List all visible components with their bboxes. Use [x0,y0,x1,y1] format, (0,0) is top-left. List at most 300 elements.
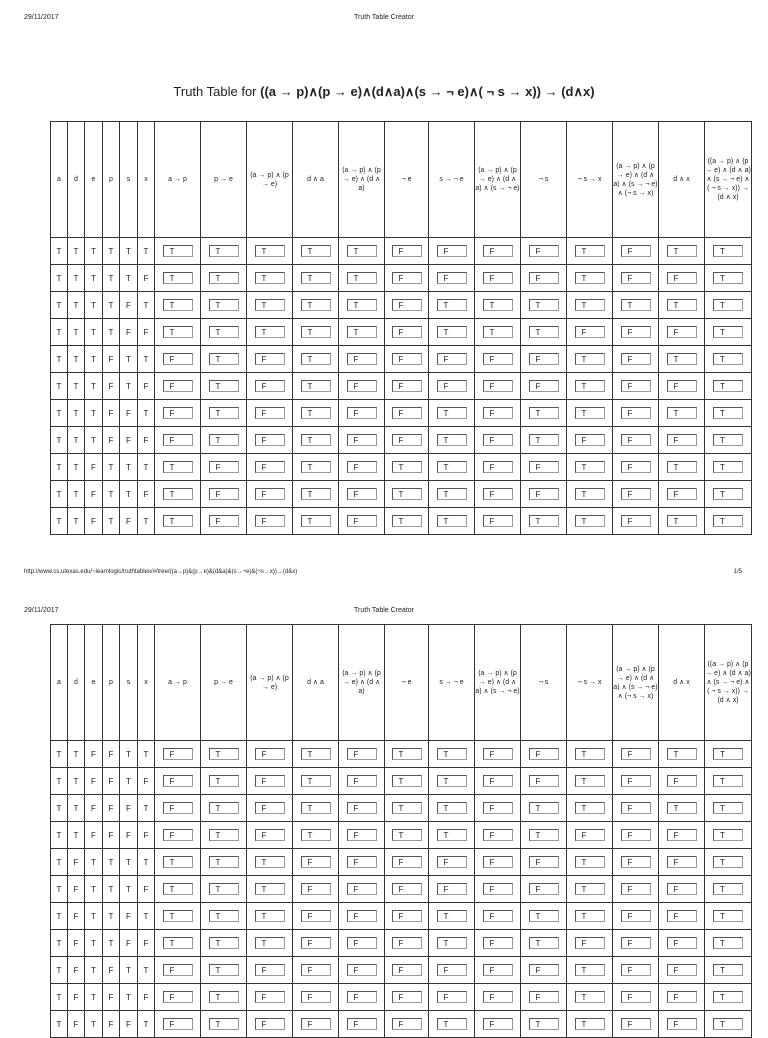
truth-value-input[interactable]: F [392,407,422,419]
truth-value-input[interactable]: T [667,353,697,365]
truth-value-input[interactable]: T [392,829,422,841]
truth-value-input[interactable]: F [209,461,239,473]
truth-value-input[interactable]: F [437,353,467,365]
truth-value-input[interactable]: T [529,299,559,311]
truth-value-input[interactable]: T [713,829,743,841]
truth-value-input[interactable]: F [163,434,193,446]
truth-value-input[interactable]: F [255,775,285,787]
truth-value-input[interactable]: T [437,829,467,841]
truth-value-input[interactable]: F [529,883,559,895]
truth-value-input[interactable]: T [163,856,193,868]
truth-value-input[interactable]: F [483,802,513,814]
truth-value-input[interactable]: T [575,964,605,976]
truth-value-input[interactable]: F [255,407,285,419]
truth-value-input[interactable]: T [529,326,559,338]
truth-value-input[interactable]: T [209,407,239,419]
truth-value-input[interactable]: F [483,883,513,895]
truth-value-input[interactable]: T [392,461,422,473]
truth-value-input[interactable]: F [483,272,513,284]
truth-value-input[interactable]: F [529,245,559,257]
truth-value-input[interactable]: F [437,856,467,868]
truth-value-input[interactable]: T [575,380,605,392]
truth-value-input[interactable]: F [392,856,422,868]
truth-value-input[interactable]: T [255,326,285,338]
value-cell [201,984,247,1011]
truth-value-input[interactable]: T [392,515,422,527]
truth-value-input[interactable]: T [209,326,239,338]
truth-value-input[interactable]: F [437,964,467,976]
truth-value-input[interactable]: T [437,515,467,527]
truth-value-input[interactable]: F [437,380,467,392]
truth-value-input[interactable]: F [163,1018,193,1030]
truth-value-input[interactable]: F [667,856,697,868]
truth-value-input[interactable]: F [347,461,377,473]
truth-value-input[interactable]: F [255,380,285,392]
truth-value-input[interactable]: F [347,775,377,787]
truth-value-input[interactable]: T [437,326,467,338]
value-cell [339,849,385,876]
truth-value-input[interactable]: T [437,802,467,814]
value-cell [155,930,201,957]
truth-value-input[interactable]: T [713,488,743,500]
truth-value-input[interactable]: T [575,991,605,1003]
truth-value-input[interactable]: F [667,910,697,922]
truth-value-input[interactable]: T [209,272,239,284]
truth-value-input[interactable]: F [347,353,377,365]
truth-value-input[interactable]: T [529,802,559,814]
truth-value-input[interactable]: T [575,407,605,419]
truth-value-input[interactable]: T [529,1018,559,1030]
truth-value-input[interactable]: T [163,515,193,527]
truth-value-input[interactable]: F [347,748,377,760]
truth-value-input[interactable]: F [483,380,513,392]
truth-value-input[interactable]: F [621,991,651,1003]
truth-value-input[interactable]: F [483,964,513,976]
truth-value-input[interactable]: T [209,380,239,392]
truth-value-input[interactable]: T [575,856,605,868]
truth-value-input[interactable]: F [347,380,377,392]
truth-value-input[interactable]: T [713,775,743,787]
truth-value-input[interactable]: T [301,461,331,473]
truth-value-input[interactable]: F [255,748,285,760]
truth-value-input[interactable]: T [529,910,559,922]
truth-value-input[interactable]: T [529,407,559,419]
truth-value-input[interactable]: F [667,775,697,787]
table-row [51,427,752,454]
truth-value-input[interactable]: T [713,353,743,365]
truth-value-input[interactable]: F [529,380,559,392]
truth-value-input[interactable]: T [209,910,239,922]
truth-value-input[interactable]: T [713,299,743,311]
truth-value-input[interactable]: F [575,434,605,446]
truth-value-input[interactable]: T [713,937,743,949]
truth-value-input[interactable]: T [255,937,285,949]
truth-value-input[interactable]: F [209,515,239,527]
truth-value-input[interactable]: T [529,434,559,446]
truth-value-input[interactable]: T [575,883,605,895]
truth-value-input[interactable]: F [255,488,285,500]
truth-value-input[interactable]: T [163,488,193,500]
truth-value-input[interactable]: F [163,991,193,1003]
truth-value-input[interactable]: T [301,380,331,392]
truth-value-input[interactable]: T [713,802,743,814]
truth-value-input[interactable]: F [255,964,285,976]
truth-value-input[interactable]: T [713,1018,743,1030]
truth-value-input[interactable]: T [301,802,331,814]
truth-value-input[interactable]: F [163,353,193,365]
variable-cell: T [138,346,155,373]
truth-value-input[interactable]: T [713,272,743,284]
truth-value-input[interactable]: T [209,1018,239,1030]
truth-value-input[interactable]: F [163,407,193,419]
truth-value-input[interactable]: T [575,299,605,311]
truth-value-input[interactable]: F [301,910,331,922]
truth-value-input[interactable]: T [713,434,743,446]
truth-value-input[interactable]: T [301,299,331,311]
truth-value-input[interactable]: F [301,937,331,949]
truth-value-input[interactable]: F [621,407,651,419]
truth-value-input[interactable]: F [392,937,422,949]
truth-value-input[interactable]: T [209,802,239,814]
truth-value-input[interactable]: T [255,245,285,257]
truth-value-input[interactable]: T [713,515,743,527]
truth-value-input[interactable]: T [437,1018,467,1030]
truth-value-input[interactable]: F [529,964,559,976]
truth-value-input[interactable]: T [255,910,285,922]
truth-value-input[interactable]: T [713,991,743,1003]
truth-value-input[interactable]: F [667,272,697,284]
truth-value-input[interactable]: F [667,380,697,392]
truth-value-input[interactable]: F [255,1018,285,1030]
truth-value-input[interactable]: F [529,488,559,500]
truth-value-input[interactable]: T [209,856,239,868]
truth-value-input[interactable]: F [483,1018,513,1030]
truth-value-input[interactable]: T [301,407,331,419]
truth-value-input[interactable]: F [483,775,513,787]
truth-value-input[interactable]: F [483,515,513,527]
truth-value-input[interactable]: F [621,353,651,365]
truth-value-input[interactable]: T [483,299,513,311]
truth-value-input[interactable]: F [575,829,605,841]
truth-value-input[interactable]: F [483,829,513,841]
truth-value-input[interactable]: F [621,434,651,446]
truth-value-input[interactable]: F [621,910,651,922]
truth-value-input[interactable]: F [392,353,422,365]
variable-cell: T [68,427,85,454]
truth-value-input[interactable]: F [255,515,285,527]
truth-value-input[interactable]: F [667,829,697,841]
truth-value-input[interactable]: F [621,245,651,257]
truth-value-input[interactable]: F [483,910,513,922]
truth-value-input[interactable]: F [437,991,467,1003]
truth-value-input[interactable]: T [575,245,605,257]
column-header: e [85,625,103,741]
table-row [51,849,752,876]
truth-value-input[interactable]: T [667,515,697,527]
truth-value-input[interactable]: T [209,991,239,1003]
truth-value-input[interactable]: F [255,991,285,1003]
truth-value-input[interactable]: T [301,775,331,787]
value-cell [475,876,521,903]
truth-value-input[interactable]: F [621,937,651,949]
truth-value-input[interactable]: F [392,991,422,1003]
truth-value-input[interactable]: T [713,748,743,760]
truth-value-input[interactable]: F [392,1018,422,1030]
truth-value-input[interactable]: F [621,515,651,527]
truth-value-input[interactable]: F [529,748,559,760]
truth-value-input[interactable]: F [347,937,377,949]
truth-value-input[interactable]: T [209,829,239,841]
truth-value-input[interactable]: T [575,272,605,284]
truth-value-input[interactable]: F [667,991,697,1003]
truth-value-input[interactable]: T [163,272,193,284]
truth-value-input[interactable]: F [437,245,467,257]
truth-value-input[interactable]: T [209,964,239,976]
variable-cell: F [85,795,103,822]
truth-value-input[interactable]: F [575,326,605,338]
truth-value-input[interactable]: T [437,488,467,500]
truth-value-input[interactable]: T [347,272,377,284]
truth-value-input[interactable]: F [621,326,651,338]
truth-value-input[interactable]: T [163,245,193,257]
truth-value-input[interactable]: F [529,991,559,1003]
truth-value-input[interactable]: T [667,299,697,311]
variable-cell: T [120,373,138,400]
truth-value-input[interactable]: T [209,748,239,760]
truth-value-input[interactable]: F [163,380,193,392]
truth-value-input[interactable]: T [209,883,239,895]
truth-value-input[interactable]: T [163,883,193,895]
truth-value-input[interactable]: T [163,910,193,922]
truth-value-input[interactable]: T [575,748,605,760]
truth-value-input[interactable]: F [667,964,697,976]
truth-value-input[interactable]: T [301,245,331,257]
truth-value-input[interactable]: F [347,515,377,527]
truth-value-input[interactable]: F [392,245,422,257]
truth-value-input[interactable]: F [347,910,377,922]
truth-value-input[interactable]: F [621,272,651,284]
truth-value-input[interactable]: F [621,802,651,814]
truth-value-input[interactable]: T [255,272,285,284]
truth-value-input[interactable]: T [437,937,467,949]
truth-value-input[interactable]: T [163,937,193,949]
truth-value-input[interactable]: F [163,829,193,841]
truth-value-input[interactable]: F [301,964,331,976]
truth-value-input[interactable]: T [575,461,605,473]
truth-value-input[interactable]: T [392,748,422,760]
truth-value-input[interactable]: T [713,964,743,976]
truth-value-input[interactable]: F [347,1018,377,1030]
truth-value-input[interactable]: T [209,299,239,311]
truth-value-input[interactable]: T [483,326,513,338]
truth-value-input[interactable]: F [483,488,513,500]
truth-value-input[interactable]: T [392,802,422,814]
truth-value-input[interactable]: F [621,883,651,895]
truth-value-input[interactable]: F [301,991,331,1003]
truth-value-input[interactable]: F [529,353,559,365]
truth-value-input[interactable]: F [483,434,513,446]
truth-value-input[interactable]: T [713,245,743,257]
truth-value-input[interactable]: F [621,380,651,392]
variable-cell: F [103,795,120,822]
truth-value-input[interactable]: F [529,461,559,473]
truth-value-input[interactable]: F [209,488,239,500]
truth-value-input[interactable]: T [301,353,331,365]
truth-value-input[interactable]: F [483,353,513,365]
truth-value-input[interactable]: F [392,299,422,311]
truth-value-input[interactable]: F [163,748,193,760]
truth-value-input[interactable]: F [163,802,193,814]
truth-value-input[interactable]: F [667,488,697,500]
truth-value-input[interactable]: T [575,515,605,527]
truth-value-input[interactable]: F [667,883,697,895]
truth-value-input[interactable]: F [347,991,377,1003]
truth-value-input[interactable]: F [667,326,697,338]
truth-value-input[interactable]: T [392,488,422,500]
truth-value-input[interactable]: T [437,748,467,760]
truth-value-input[interactable]: F [347,802,377,814]
truth-value-input[interactable]: T [713,407,743,419]
truth-value-input[interactable]: T [713,856,743,868]
truth-value-input[interactable]: F [347,829,377,841]
truth-value-input[interactable]: T [667,748,697,760]
truth-value-input[interactable]: T [301,272,331,284]
truth-value-input[interactable]: T [301,748,331,760]
truth-value-input[interactable]: F [575,937,605,949]
truth-value-input[interactable]: T [301,515,331,527]
truth-value-input[interactable]: F [392,272,422,284]
truth-value-input[interactable]: F [621,829,651,841]
truth-value-input[interactable]: F [483,245,513,257]
truth-value-input[interactable]: F [437,883,467,895]
truth-value-input[interactable]: F [621,856,651,868]
truth-value-input[interactable]: T [667,407,697,419]
truth-value-input[interactable]: F [301,856,331,868]
column-header: s → ¬ e [429,625,475,741]
truth-value-input[interactable]: T [713,910,743,922]
truth-value-input[interactable]: F [483,461,513,473]
truth-value-input[interactable]: T [575,775,605,787]
truth-value-input[interactable]: F [255,434,285,446]
truth-value-input[interactable]: T [209,937,239,949]
truth-value-input[interactable]: F [392,910,422,922]
truth-value-input[interactable]: F [255,353,285,365]
truth-value-input[interactable]: T [392,775,422,787]
truth-value-input[interactable]: T [713,883,743,895]
truth-value-input[interactable]: F [392,964,422,976]
truth-value-input[interactable]: T [255,883,285,895]
truth-value-input[interactable]: F [347,488,377,500]
truth-value-input[interactable]: T [621,299,651,311]
truth-value-input[interactable]: T [575,802,605,814]
truth-value-input[interactable]: F [529,272,559,284]
truth-value-input[interactable]: F [483,748,513,760]
truth-value-input[interactable]: T [209,775,239,787]
truth-value-input[interactable]: F [163,964,193,976]
truth-value-input[interactable]: T [575,1018,605,1030]
truth-value-input[interactable]: F [255,802,285,814]
truth-value-input[interactable]: T [347,245,377,257]
truth-value-input[interactable]: T [713,380,743,392]
truth-value-input[interactable]: T [163,299,193,311]
truth-value-input[interactable]: T [255,856,285,868]
truth-value-input[interactable]: F [667,1018,697,1030]
truth-value-input[interactable]: T [209,353,239,365]
truth-value-input[interactable]: F [347,407,377,419]
truth-value-input[interactable]: T [437,407,467,419]
truth-value-input[interactable]: T [163,461,193,473]
truth-value-input[interactable]: T [529,937,559,949]
truth-value-input[interactable]: T [713,326,743,338]
truth-value-input[interactable]: F [347,856,377,868]
truth-value-input[interactable]: F [483,856,513,868]
truth-value-input[interactable]: T [529,829,559,841]
truth-value-input[interactable]: F [301,1018,331,1030]
truth-value-input[interactable]: T [667,461,697,473]
truth-value-input[interactable]: T [575,488,605,500]
truth-value-input[interactable]: T [437,775,467,787]
truth-value-input[interactable]: F [483,407,513,419]
truth-value-input[interactable]: T [437,299,467,311]
truth-value-input[interactable]: T [301,829,331,841]
truth-value-input[interactable]: T [209,434,239,446]
truth-value-input[interactable]: F [301,883,331,895]
truth-value-input[interactable]: T [163,326,193,338]
truth-value-input[interactable]: T [301,488,331,500]
truth-value-input[interactable]: F [621,748,651,760]
truth-value-input[interactable]: T [301,434,331,446]
truth-value-input[interactable]: T [667,802,697,814]
truth-value-input[interactable]: T [347,299,377,311]
truth-value-input[interactable]: F [392,434,422,446]
truth-value-input[interactable]: F [529,856,559,868]
value-cell [293,319,339,346]
truth-value-input[interactable]: T [437,461,467,473]
truth-value-input[interactable]: T [575,353,605,365]
truth-value-input[interactable]: T [209,245,239,257]
truth-value-input[interactable]: F [392,380,422,392]
truth-value-input[interactable]: F [621,461,651,473]
truth-value-input[interactable]: T [437,910,467,922]
truth-value-input[interactable]: F [667,434,697,446]
truth-value-input[interactable]: F [255,829,285,841]
truth-value-input[interactable]: F [163,775,193,787]
truth-value-input[interactable]: F [437,272,467,284]
truth-value-input[interactable]: F [347,883,377,895]
truth-value-input[interactable]: F [347,964,377,976]
truth-value-input[interactable]: T [667,245,697,257]
truth-value-input[interactable]: T [301,326,331,338]
truth-value-input[interactable]: F [529,775,559,787]
truth-value-input[interactable]: F [621,775,651,787]
truth-value-input[interactable]: T [437,434,467,446]
truth-value-input[interactable]: F [392,883,422,895]
truth-value-input[interactable]: F [255,461,285,473]
truth-value-input[interactable]: F [621,964,651,976]
truth-value-input[interactable]: F [621,1018,651,1030]
truth-value-input[interactable]: F [483,991,513,1003]
truth-value-input[interactable]: T [347,326,377,338]
truth-value-input[interactable]: F [347,434,377,446]
truth-value-input[interactable]: T [575,910,605,922]
truth-value-input[interactable]: T [713,461,743,473]
truth-value-input[interactable]: F [621,488,651,500]
truth-value-input[interactable]: T [529,515,559,527]
truth-value-input[interactable]: F [667,937,697,949]
truth-value-input[interactable]: F [392,326,422,338]
truth-value-input[interactable]: F [483,937,513,949]
truth-value-input[interactable]: T [255,299,285,311]
